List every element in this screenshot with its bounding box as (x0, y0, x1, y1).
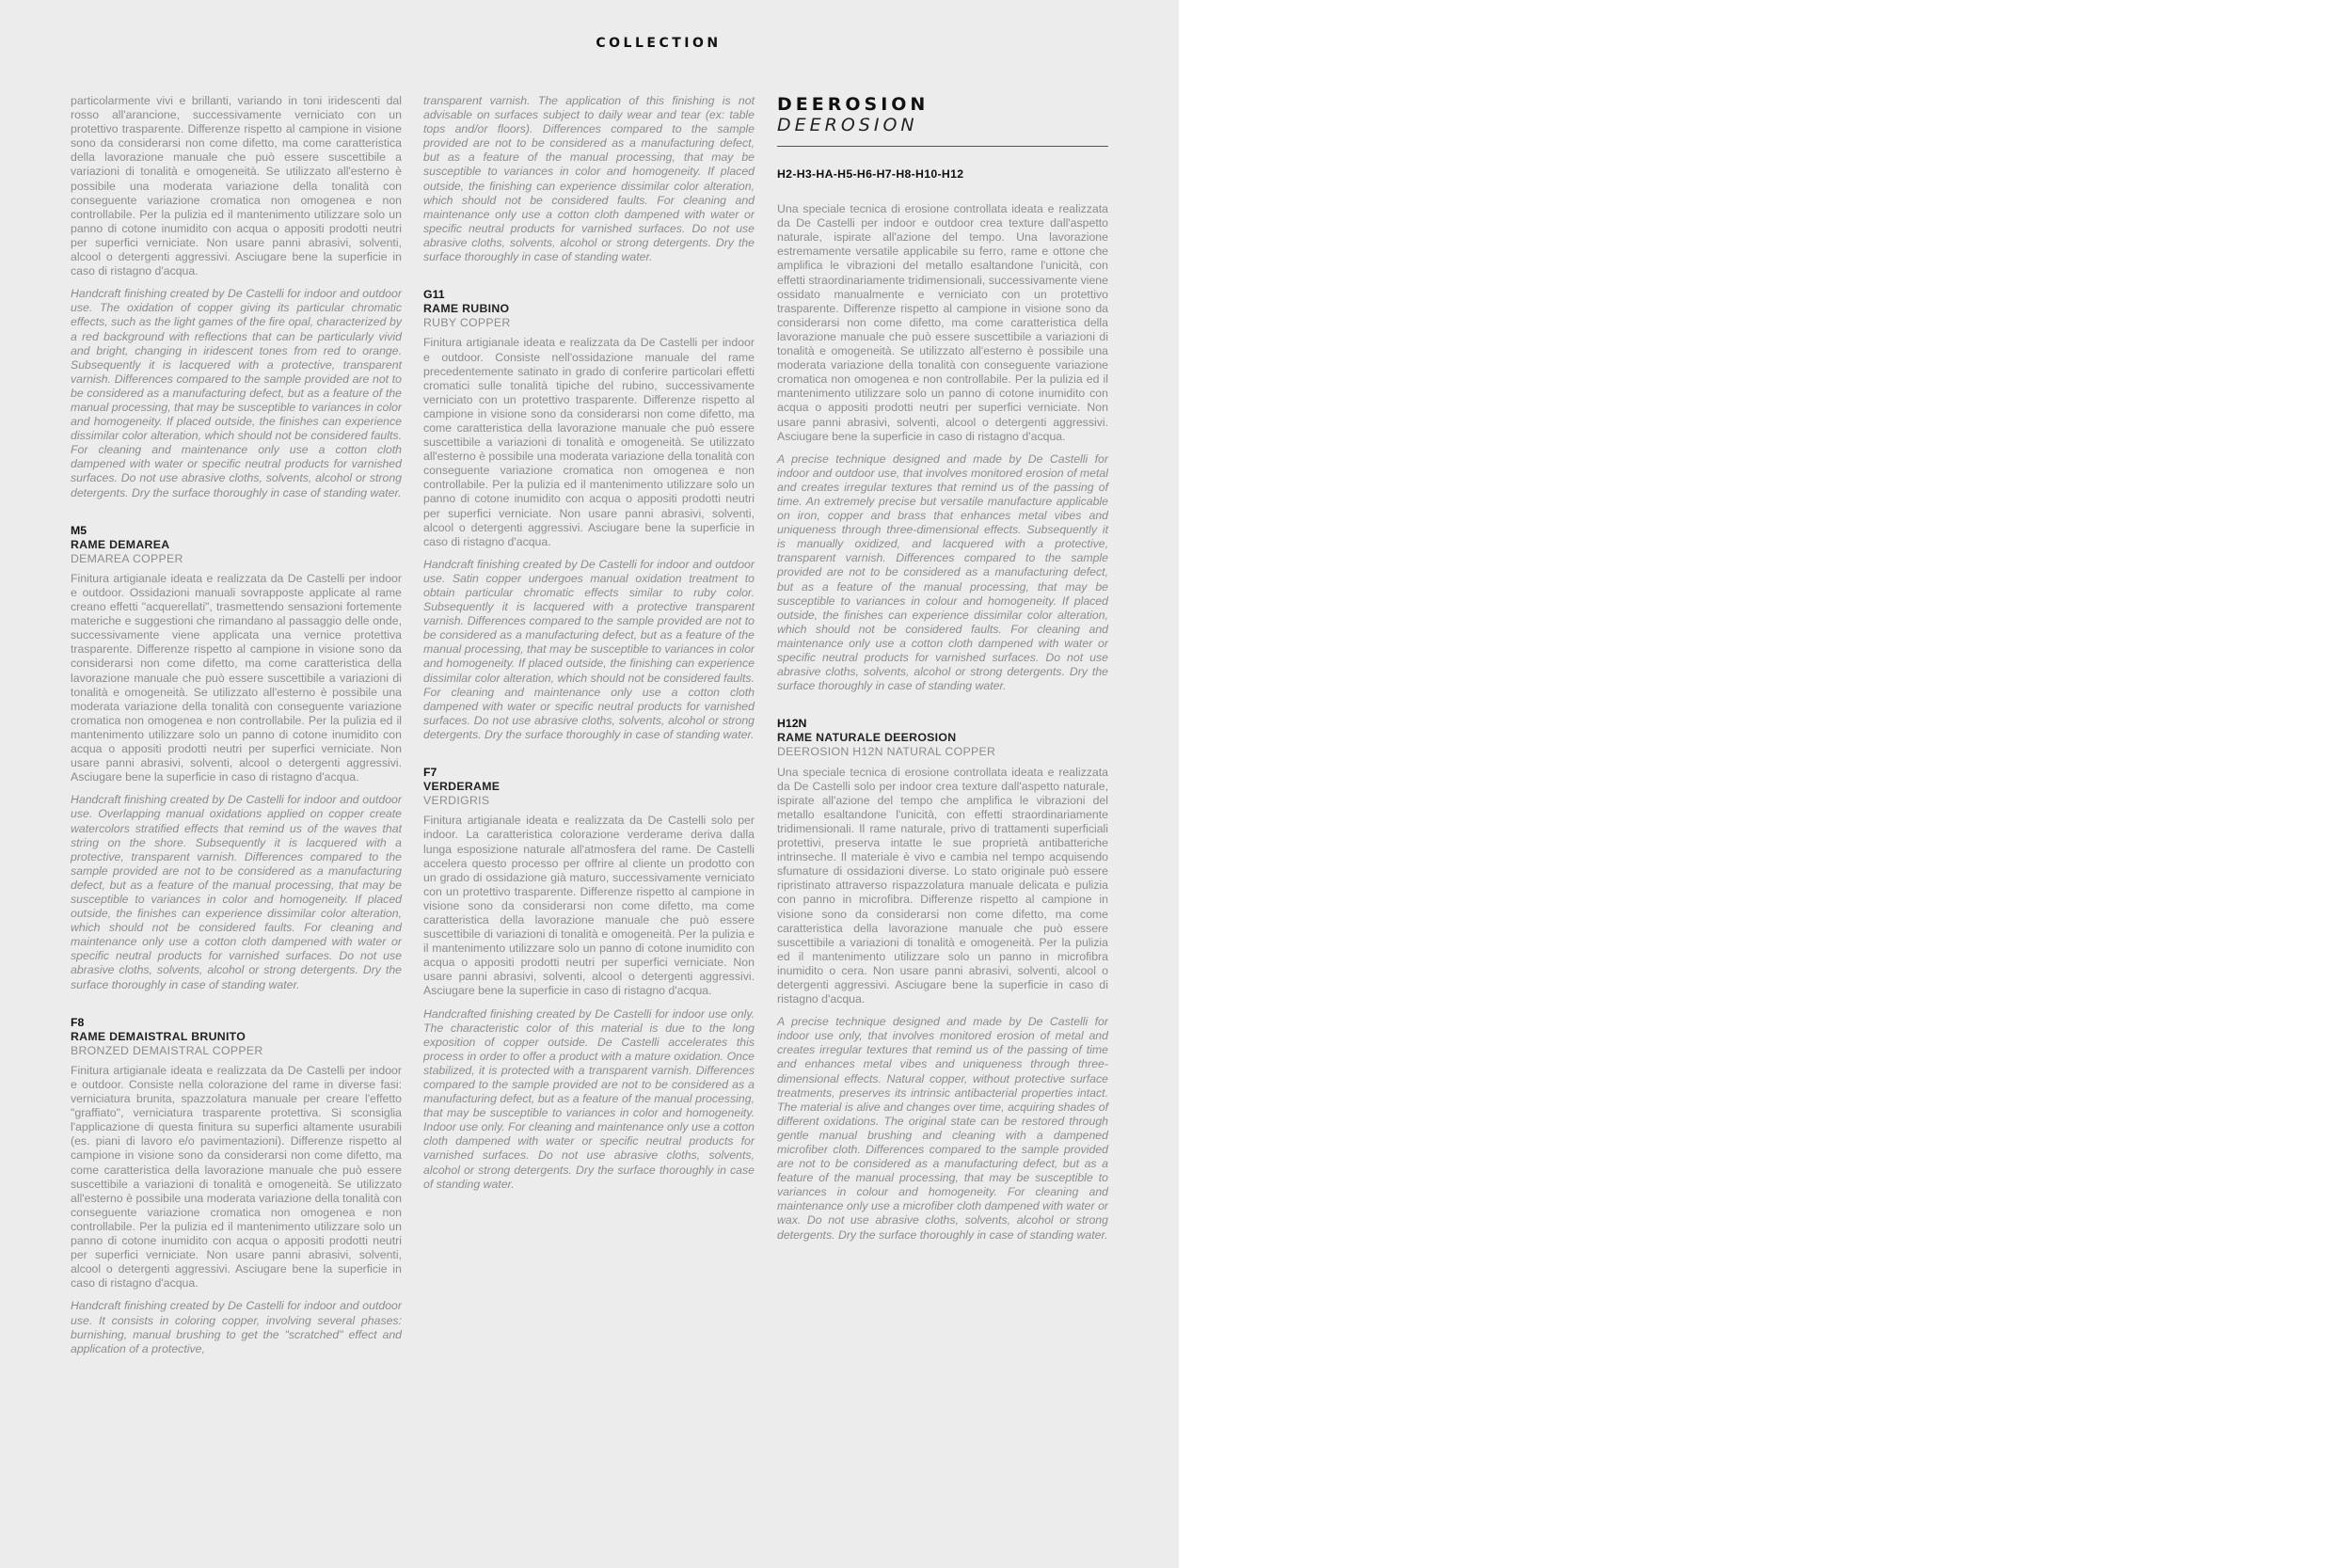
finish-english-name: DEEROSION H12N NATURAL COPPER (777, 745, 996, 759)
finish-codes: H2-H3-HA-H5-H6-H7-H8-H10-H12 (777, 167, 964, 181)
section-title: DEEROSION (777, 94, 930, 115)
finish-code: H12N (777, 717, 807, 731)
finish-h12n (777, 717, 1108, 1242)
finish-code: M5 (71, 523, 87, 537)
intro-english: A precise technique designed and made by De Castelli for indoor and outdoor use, that involves monitored erosion of metal and creates irregular textures that remind us of the passing of time. An extremely precise but versatile manufacture applicable on iron, copper and brass that enhances metal vibes and uniqueness through three-dimensional effects. Subsequently it is manually oxidized, and lacquered with a protective, transparent varnish. Differences compared to the sample provided are not to be considered as a manufacturing defect, but as a feature of the manual processing, that may be susceptible to variances in colour and homogeneity. If placed outside, the finishes can experience dissimilar color alteration, which should not be considered faults. For cleaning and maintenance only use a cotton cloth dampened with water or specific neutral products for varnished surfaces. Do not use abrasive cloths, solvents, alcohol or strong detergents. Dry the surface thoroughly in case of standing water. (777, 451, 1108, 693)
finish-g11 (423, 288, 755, 742)
finish-code: F8 (71, 1015, 85, 1029)
section-subtitle: DEEROSION (777, 115, 918, 135)
intro-english: Handcraft finishing created by De Castelli for indoor and outdoor use. The oxidation of copper giving its particular chromatic effects, such as the light games of the fire opal, characterized by a red background with reflections that can be particularly vivid and bright, changing in iridescent tones from red to orange. Subsequently it is lacquered with a protective, transparent varnish. Differences compared to the sample provided are not to be considered as a manufacturing defect, but as a feature of the manual processing, that may be susceptible to variances in color and homogeneity. If placed outside, the finishes can experience dissimilar color alteration, which should not be considered faults. For cleaning and maintenance only use a cotton cloth dampened with water or specific neutral products for varnished surfaces. Do not use abrasive cloths, solvents, alcohol or strong detergents. Dry the surface thoroughly in case of standing water. (71, 287, 403, 499)
finish-name: RAME NATURALE DEEROSION (777, 731, 957, 745)
finish-english-name: RUBY COPPER (423, 316, 511, 330)
finish-description-english: Handcraft finishing created by De Castelli for indoor and outdoor use. Satin copper undergoes manual oxidation treatment to obtain particular chromatic effects similar to ruby color. Subsequently it is lacquered with a protective transparent varnish. Differences compared to the sample provided are not to be considered as a manufacturing defect, but as a feature of the manual processing, that may be susceptible to variances in color and homogeneity. If placed outside, the finishing can experience dissimilar color alteration, which should not be considered faults. For cleaning and maintenance only use a cotton cloth dampened with water or specific neutral products for varnished surfaces. Do not use abrasive cloths, solvents, alcohol or strong detergents. Dry the surface thoroughly in case of standing water. (423, 557, 755, 741)
finish-code: F7 (423, 766, 437, 780)
intro-english-continued: transparent varnish. The application of this finishing is not advisable on surfaces subject to daily wear and tear (ex: table tops and/or floors). Differences compared to the sample provided are not to be considered as a manufacturing defect, but as a feature of the manual processing, that may be susceptible to variances in color and homogeneity. If placed outside, the finishing can experience dissimilar color alteration, which should not be considered faults. For cleaning and maintenance only use a cotton cloth dampened with water or specific neutral products for varnished surfaces. Do not use abrasive cloths, solvents, alcohol or strong detergents. Dry the surface thoroughly in case of standing water. (423, 94, 755, 264)
column-2 (423, 94, 755, 1200)
finish-description-english: Handcraft finishing created by De Castelli for indoor and outdoor use. Overlapping manual oxidations applied on copper create watercolors stratified effects that remind us of the waves that string on the shore. Subsequently it is lacquered with a protective, transparent varnish. Differences compared to the sample provided are not to be considered as a manufacturing defect, but as a feature of the manual processing, that may be susceptible to variances in color and homogeneity. If placed outside, the finishes can experience dissimilar color alteration, which should not be considered faults. For cleaning and maintenance only use a cotton cloth dampened with water or specific neutral products for varnished surfaces. Do not use abrasive cloths, solvents, alcohol or strong detergents. Dry the surface thoroughly in case of standing water. (71, 793, 402, 991)
finish-description-english: Handcrafted finishing created by De Castelli for indoor use only. The characteristic color of this material is due to the long exposition of copper outside. De Castelli accelerates this process in order to offer a product with a mature oxidation. Once stabilized, it is protected with a transparent varnish. Differences compared to the sample provided are not to be considered as a manufacturing defect, but as a feature of the manual processing, that may be susceptible to variances in color and homogeneity. Indoor use only. For cleaning and maintenance only use a cotton cloth dampened with water or specific neutral products for varnished surfaces. Do not use abrasive cloths, solvents, alcohol or strong detergents. Dry the surface thoroughly in case of standing water. (423, 1006, 755, 1191)
intro-italian: Una speciale tecnica di erosione controllata ideata e realizzata da De Castelli per indoor e outdoor crea texture dall'aspetto naturale, ispirate all'azione del tempo. Una lavorazione estremamente versatile applicabile su ferro, rame e ottone che amplifica le vibrazioni del metallo esaltandone l'unicità, con effetti straordinariamente tridimensionali, successivamente viene ossidato manualmente e verniciato con un protettivo trasparente. Differenze rispetto al campione in visione sono da considerarsi non come difetto, ma come caratteristica della lavorazione manuale che può essere suscettibile a variazioni di tonalità e omogeneità. Se utilizzato all'esterno è possibile una moderata variazione della tonalità con conseguente variazione cromatica non omogenea e non controllabile. Per la pulizia ed il mantenimento utilizzare solo un panno di cotone inumidito con acqua o appositi prodotti neutri per superfici verniciate. Non usare panni abrasivi, solventi, alcool o detergenti aggressivi. Asciugare bene la superficie in caso di ristagno d'acqua. (777, 202, 1108, 443)
finish-description-italian: Finitura artigianale ideata e realizzata da De Castelli per indoor e outdoor. Consiste nella colorazione del rame in diverse fasi: verniciatura brunita, spazzolatura manuale per creare l'effetto "graffiato", verniciatura trasparente protettiva. Si sconsiglia l'applicazione di questa finitura su superfici altamente usurabili (es. piani di lavoro e/o pavimentazioni). Differenze rispetto al campione in visione sono da considerarsi non come difetto, ma come caratteristica della lavorazione manuale che può essere suscettibile a variazioni di tonalità e omogeneità. Se utilizzato all'esterno è possibile una moderata variazione della tonalità con conseguente variazione cromatica non omogenea e non controllabile. Per la pulizia ed il mantenimento utilizzare solo un panno di cotone inumidito con acqua o appositi prodotti neutri per superfici verniciate. Non usare panni abrasivi, solventi, alcool o detergenti aggressivi. Asciugare bene la superficie in caso di ristagno d'acqua. (71, 1063, 402, 1291)
finish-code: G11 (423, 288, 445, 302)
finish-description-english: A precise technique designed and made by De Castelli for indoor use only, that involves monitored erosion of metal and creates irregular textures that remind us of the passing of time and enhances metal vibes and uniqueness through three-dimensional effects. Natural copper, without protective surface treatments, preserves its intrinsic antibacterial properties intact. The material is alive and changes over time, acquiring shades of different oxidations. The original state can be restored through gentle manual brushing and cleaning with a dampened microfiber cloth. Differences compared to the sample provided are not to be considered as a manufacturing defect, but as a feature of the manual processing, that may be susceptible to variances in colour and homogeneity. For cleaning and maintenance only use a microfiber cloth dampened with water or wax. Do not use abrasive cloths, solvents, alcohol or strong detergents. Dry the surface thoroughly in case of standing water. (777, 1015, 1108, 1242)
column-1 (71, 94, 402, 1365)
finish-name: RAME RUBINO (423, 302, 510, 316)
finish-english-name: BRONZED DEMAISTRAL COPPER (71, 1043, 263, 1057)
finish-description-italian: Una speciale tecnica di erosione controllata ideata e realizzata da De Castelli solo per indoor crea texture dall'aspetto naturale, ispirate all'azione del tempo che amplifica le vibrazioni del metallo esaltandone l'unicità, con effetti straordinariamente tridimensionali. Il rame naturale, privo di trattamenti superficiali protettivi, preserva intatte le sue proprietà antibatteriche intrinseche. Il materiale è vivo e cambia nel tempo acquisendo sfumature di ossidazioni diverse. Lo stato originale può essere ripristinato attraverso rispazzolatura manuale delicata e pulizia con panno in microfibra. Differenze rispetto al campione in visione sono da considerarsi non come difetto, ma come caratteristica della lavorazione manuale che può essere suscettibile a variazioni di tonalità e omogeneità. Per la pulizia ed il mantenimento utilizzare solo un panno in microfibra inumidito o cera. Non usare panni abrasivi, solventi, alcool o detergenti aggressivi. Asciugare bene la superficie in caso di ristagno d'acqua. (777, 765, 1108, 1006)
page-header: COLLECTION (596, 36, 722, 51)
finish-f7 (423, 766, 755, 1192)
finish-f8 (71, 1016, 402, 1356)
blank-right-page (1179, 0, 2352, 1568)
finish-english-name: VERDIGRIS (423, 794, 490, 808)
title-divider (777, 146, 1108, 147)
finish-description-italian: Finitura artigianale ideata e realizzata da De Castelli per indoor e outdoor. Consiste nell'ossidazione manuale del rame precedentemente satinato in grado di conferire particolari effetti cromatici sulle tonalità tipiche del rubino, successivamente verniciato con un protettivo trasparente. Differenze rispetto al campione in visione sono da considerarsi non come difetto, ma come caratteristica della lavorazione manuale che può essere suscettibile a variazioni di tonalità e omogeneità. Se utilizzato all'esterno è possibile una moderata variazione della tonalità con conseguente variazione cromatica non omogenea e non controllabile. Per la pulizia ed il mantenimento utilizzare solo un panno di cotone inumidito con acqua o appositi prodotti neutri per superfici verniciate. Non usare panni abrasivi, solventi, alcool o detergenti aggressivi. Asciugare bene la superficie in caso di ristagno d'acqua. (423, 336, 755, 548)
finish-name: VERDERAME (423, 780, 501, 794)
intro-italian: particolarmente vivi e brillanti, variando in toni iridescenti dal rosso all'arancione, successivamente verniciato con un protettivo trasparente. Differenze rispetto al campione in visione sono da considerarsi non come difetto, ma come caratteristica della lavorazione manuale che può essere suscettibile a variazioni di tonalità e omogeneità. Se utilizzato all'esterno è possibile una moderata variazione della tonalità con conseguente variazione cromatica non omogenea e non controllabile. Per la pulizia ed il mantenimento utilizzare solo un panno di cotone inumidito con acqua o appositi prodotti neutri per superfici verniciate. Non usare panni abrasivi, solventi, alcool o detergenti aggressivi. Asciugare bene la superficie in caso di ristagno d'acqua. (71, 94, 402, 278)
finish-name: RAME DEMAISTRAL BRUNITO (71, 1029, 246, 1043)
finish-m5 (71, 524, 402, 992)
finish-description-english: Handcraft finishing created by De Castelli for indoor and outdoor use. It consists in coloring copper, involving several phases: burnishing, manual brushing to get the "scratched" effect and application of a protective, (71, 1299, 402, 1355)
column-3 (777, 94, 1108, 1251)
finish-description-italian: Finitura artigianale ideata e realizzata da De Castelli solo per indoor. La caratteristica colorazione verderame deriva dalla lunga esposizione naturale all'atmosfera del rame. De Castelli accelera questo processo per offrire al cliente un prodotto con un grado di ossidazione già maturo, successivamente verniciato con un protettivo trasparente. Differenze rispetto al campione in visione sono da considerarsi non come difetto, ma come caratteristica della lavorazione manuale che può essere suscettibile di variazioni di tonalità e omogeneità. Per la pulizia e il mantenimento utilizzare solo un panno di cotone inumidito con acqua o appositi prodotti neutri per superfici verniciate. Non usare panni abrasivi, solventi, alcool o detergenti aggressivi. Asciugare bene la superficie in caso di ristagno d'acqua. (423, 814, 755, 998)
finish-english-name: DEMAREA COPPER (71, 551, 183, 565)
finish-description-italian: Finitura artigianale ideata e realizzata da De Castelli per indoor e outdoor. Ossidazioni manuali sovrapposte applicate al rame creano effetti "acquerellati", trasmettendo sensazioni fortemente materiche e suggestioni che rimandano al passaggio delle onde, successivamente viene applicata una vernice protettiva trasparente. Differenze rispetto al campione in visione sono da considerarsi non come difetto, ma come caratteristica della lavorazione manuale che può essere suscettibile a variazioni di tonalità e omogeneità. Se utilizzato all'esterno è possibile una moderata variazione della tonalità con conseguente variazione cromatica non omogenea e non controllabile. Per la pulizia ed il mantenimento utilizzare solo un panno di cotone inumidito con acqua o appositi prodotti neutri per superfici verniciate. Non usare panni abrasivi, solventi, alcool o detergenti aggressivi. Asciugare bene la superficie in caso di ristagno d'acqua. (71, 571, 402, 784)
finish-name: RAME DEMAREA (71, 537, 170, 551)
